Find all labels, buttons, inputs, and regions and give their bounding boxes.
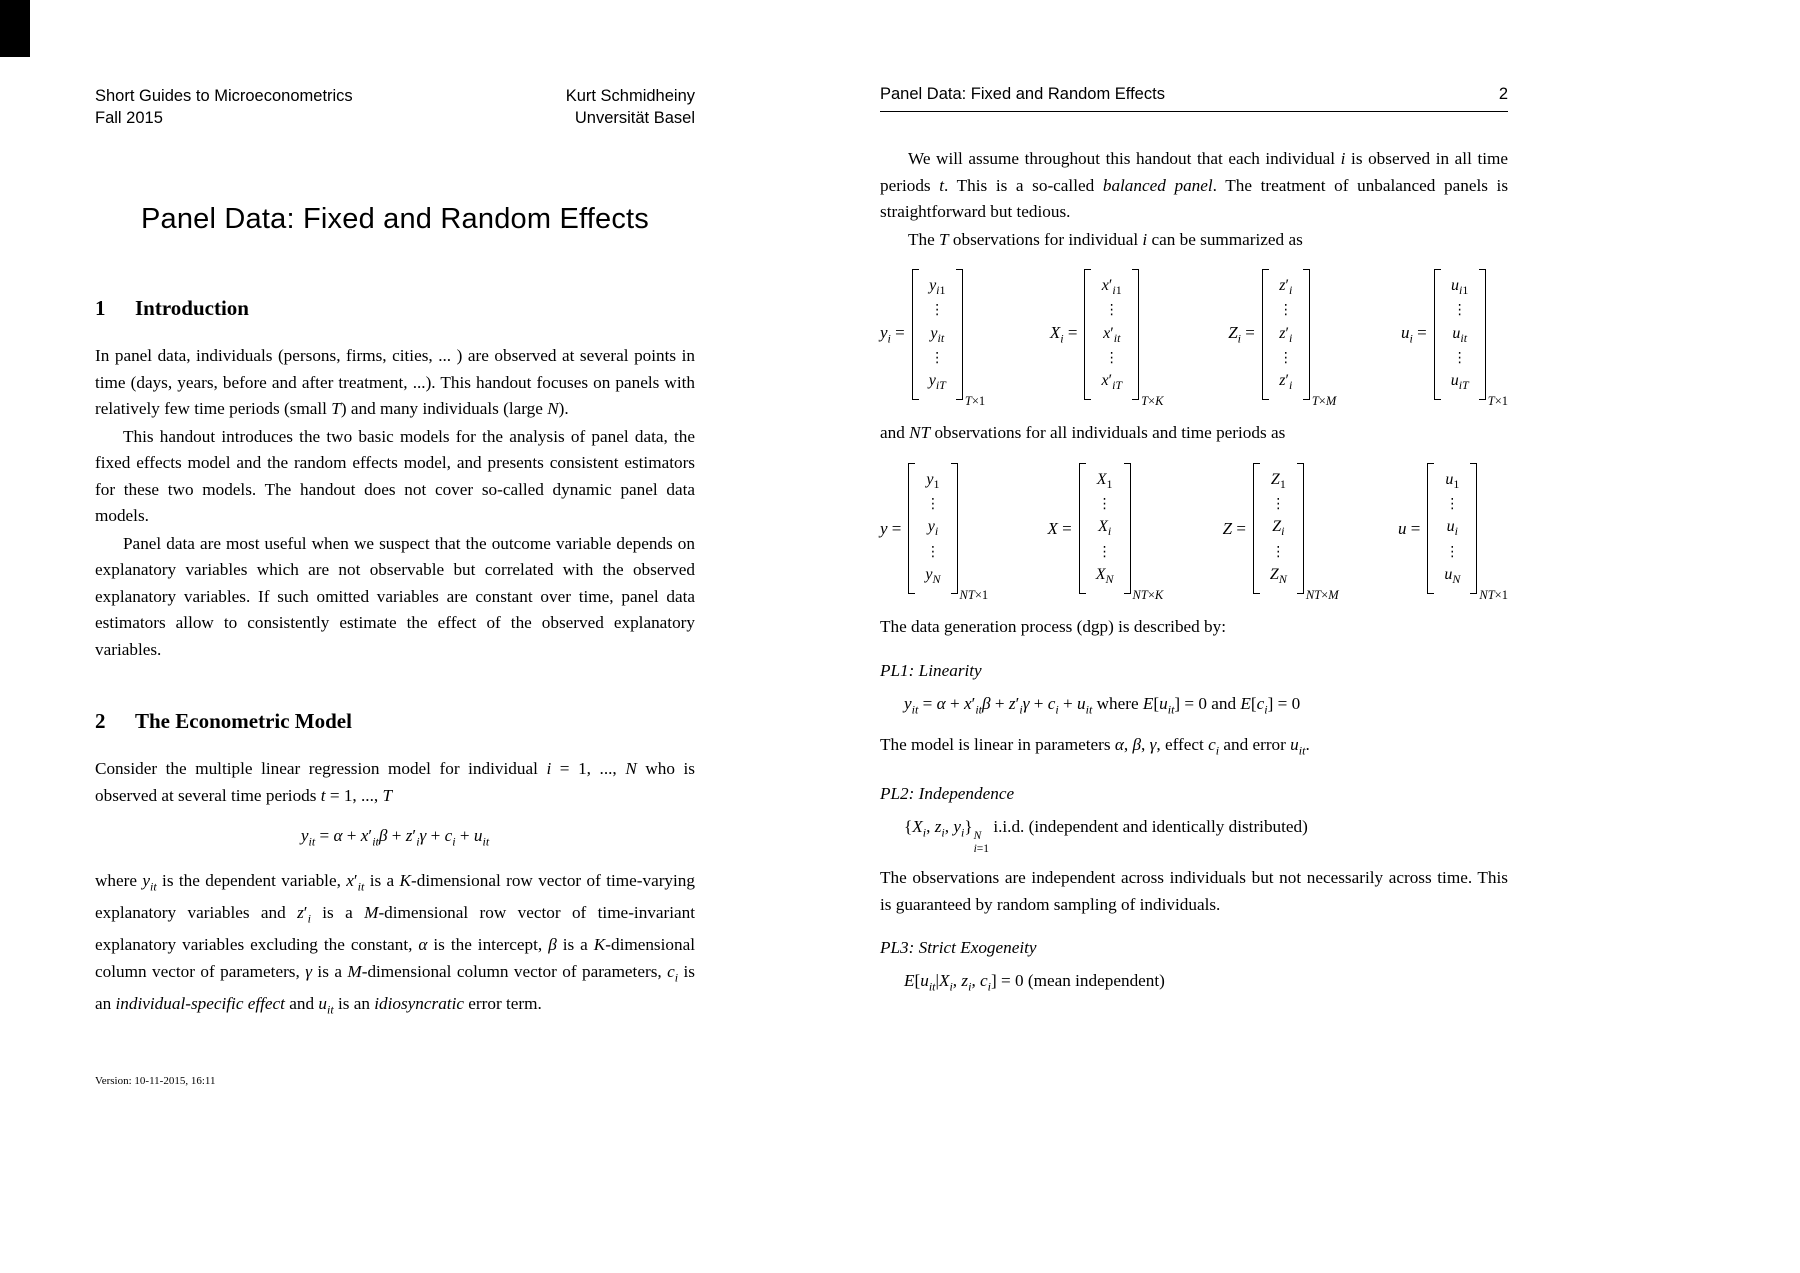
- matrix-column: [1434, 463, 1470, 594]
- paragraph: Panel data are most useful when we suspect that the outcome variable depends on explanatory variables which are not observable but correlated with the observed explanatory variables. If such omitted variables are constant over time, panel data estimators allow to consistently estimate the effect of the observed explanatory variables.: [95, 533, 695, 659]
- viewer-corner: [0, 0, 30, 57]
- document-title: Panel Data: Fixed and Random Effects: [140, 203, 649, 235]
- vdots: ⋮: [1452, 349, 1467, 366]
- assumption-pl1: [880, 661, 1508, 764]
- matrix-lhs: Z =: [1222, 518, 1246, 538]
- matrix: [908, 463, 957, 594]
- matrix-entry: $y_{it}$: [930, 324, 945, 345]
- page-2: [880, 85, 1508, 1010]
- matrix-entry: $u_{iT}$: [1450, 372, 1469, 393]
- term: Fall 2015: [95, 109, 163, 127]
- matrix-lhs: $y_i$ =: [880, 322, 905, 346]
- matrix-entry: $Z_N$: [1269, 566, 1287, 587]
- vdots: ⋮: [1104, 302, 1119, 319]
- matrix-column: [1269, 269, 1303, 400]
- right-bracket: [1297, 463, 1304, 594]
- regression-equation: $y_{it} = \alpha + x'_{it}\beta + z'_i\gamma + c_i + u_{it}$: [300, 826, 490, 849]
- vdots: ⋮: [930, 302, 945, 319]
- matrix-entry: $y_i$: [927, 518, 939, 539]
- matrix-column: [915, 463, 950, 594]
- matrix-dimension: T×1: [964, 394, 986, 409]
- matrix-entry: $u_{it}$: [1452, 324, 1468, 345]
- matrix: [1434, 269, 1486, 400]
- page-number: 2: [1498, 85, 1508, 103]
- right-bracket: [951, 463, 958, 594]
- assumption-label: PL1: Linearity: [880, 660, 982, 680]
- left-bracket: [1262, 269, 1269, 400]
- section-number: 2: [95, 709, 106, 733]
- matrix-term: [880, 463, 989, 603]
- paragraph: The data generation process (dgp) is described by:: [880, 617, 1227, 637]
- section-1-heading: [95, 296, 695, 321]
- vdots: ⋮: [1452, 302, 1467, 319]
- matrix-entry: $u_{i1}$: [1451, 277, 1469, 298]
- right-bracket: [1132, 269, 1139, 400]
- matrix-dimension: NT×1: [1479, 588, 1508, 603]
- matrix-column: [1260, 463, 1297, 594]
- vdots: ⋮: [1271, 543, 1286, 560]
- matrix-entry: $Z_i$: [1272, 518, 1285, 539]
- matrix-term: [1228, 269, 1337, 409]
- assumption-label: PL3: Strict Exogeneity: [880, 938, 1037, 958]
- matrix-row-individual: [880, 269, 1508, 409]
- vdots: ⋮: [1097, 496, 1112, 513]
- matrix-term: [1398, 463, 1508, 603]
- matrix-entry: $y_{i1}$: [929, 277, 946, 298]
- running-title: Panel Data: Fixed and Random Effects: [880, 85, 1165, 103]
- section-2-heading: [95, 709, 695, 734]
- left-bracket: [1253, 463, 1260, 594]
- left-bracket: [912, 269, 919, 400]
- institution: Unversität Basel: [574, 109, 695, 127]
- paragraph: In panel data, individuals (persons, firms, cities, ... ) are observed at several points in time (days, years, before and after treatment, ...). This handout focuses on panels with relatively few time periods (small T) and many individuals (large N).: [95, 346, 695, 418]
- right-bracket: [1470, 463, 1477, 594]
- matrix: [1079, 463, 1131, 594]
- vdots: ⋮: [1097, 543, 1112, 560]
- section-title: The Econometric Model: [135, 709, 352, 733]
- matrix-entry: $y_{iT}$: [928, 372, 946, 393]
- matrix-entry: $X_i$: [1098, 518, 1112, 539]
- matrix-dimension: T×1: [1487, 394, 1508, 409]
- right-bracket: [956, 269, 963, 400]
- matrix-entry: $y_1$: [926, 470, 940, 492]
- assumption-note: The observations are independent across individuals but not necessarily across time. This is guaranteed by random sampling of individuals.: [880, 868, 1508, 914]
- matrix-term: [1047, 463, 1164, 603]
- header-right-block: [566, 85, 695, 129]
- matrix-column: [1086, 463, 1124, 594]
- assumption-formula: $y_{it} = \alpha + x'_{it}\beta + z'_i\gamma + c_i + u_{it}$ where $E[u_{it}] = 0$ and $E[c_i] = 0$: [904, 693, 1301, 717]
- right-bracket: [1303, 269, 1310, 400]
- matrix-dimension: NT×1: [959, 588, 989, 603]
- matrix-entry: $z'_i$: [1279, 372, 1293, 393]
- assumption-formula: $E[u_{it}|X_i$, $z_i$, $c_i] = 0$ (mean independent): [904, 971, 1165, 994]
- matrix-entry: $x'_{iT}$: [1101, 372, 1123, 393]
- matrix-dimension: NT×K: [1132, 588, 1164, 603]
- vdots: ⋮: [1278, 302, 1293, 319]
- assumption-label: PL2: Independence: [880, 784, 1015, 804]
- matrix-entry: $X_N$: [1095, 566, 1114, 587]
- version-footnote: Version: 10-11-2015, 16:11: [95, 1075, 216, 1087]
- paragraph: The T observations for individual i can be summarized as: [908, 229, 1303, 249]
- matrix-dimension: T×M: [1311, 394, 1337, 409]
- paragraph: We will assume throughout this handout that each individual i is observed in all time periods t. This is a so-called balanced panel. The treatment of unbalanced panels is straightforward but tedious.: [880, 149, 1509, 221]
- matrix: [912, 269, 963, 400]
- left-bracket: [1084, 269, 1091, 400]
- page-1: [95, 85, 696, 1087]
- matrix-lhs: $u_i$ =: [1401, 322, 1427, 346]
- matrix-dimension: T×K: [1141, 394, 1164, 409]
- paragraph: where $y_{it}$ is the dependent variable, $x'_{it}$ is a K-dimensional row vector of time-varying explanatory variables and $z'_i$ is a M-dimensional row vector of time-invariant explanatory variables excluding the constant, α is the intercept, β is a K-dimensional column vector of parameters, γ is a M-dimensional column vector of parameters, $c_i$ is an individual-specific effect and $u_{it}$ is an idiosyncratic error term.: [95, 871, 696, 1017]
- page1-running-header: [95, 85, 695, 129]
- matrix-lhs: y =: [880, 518, 902, 538]
- assumption-pl3: [880, 938, 1508, 999]
- matrix-lhs: u =: [1398, 518, 1421, 538]
- vdots: ⋮: [930, 349, 945, 366]
- left-bracket: [1434, 269, 1441, 400]
- paragraph: and NT observations for all individuals and time periods as: [880, 423, 1286, 443]
- vdots: ⋮: [925, 543, 940, 560]
- matrix-entry: $y_N$: [925, 566, 941, 587]
- vdots: ⋮: [1271, 496, 1286, 513]
- left-bracket: [1427, 463, 1434, 594]
- matrix-term: [880, 269, 986, 409]
- matrix-column: [1091, 269, 1132, 400]
- matrix-entry: $z'_i$: [1279, 277, 1293, 298]
- vdots: ⋮: [1104, 349, 1119, 366]
- matrix-entry: $Z_1$: [1270, 470, 1286, 492]
- matrix: [1262, 269, 1310, 400]
- page2-running-header: [880, 85, 1508, 112]
- author-name: Kurt Schmidheiny: [565, 87, 695, 105]
- matrix-row-all: [880, 463, 1508, 603]
- matrix-column: [919, 269, 956, 400]
- right-bracket: [1479, 269, 1486, 400]
- vdots: ⋮: [1278, 349, 1293, 366]
- assumption-formula: {$X_i$, $z_i$, $y_i$} N i=1 i.i.d. (independent and identically distributed): [904, 817, 1308, 855]
- matrix-entry: $u_i$: [1446, 518, 1459, 539]
- paragraph: Consider the multiple linear regression model for individual i = 1, ..., N who is observed at several time periods t = 1, ..., T: [95, 759, 695, 805]
- left-bracket: [908, 463, 915, 594]
- matrix-term: [1401, 269, 1508, 409]
- matrix-dimension: NT×M: [1305, 588, 1339, 603]
- right-bracket: [1124, 463, 1131, 594]
- paragraph: This handout introduces the two basic models for the analysis of panel data, the fixed effects model and the random effects model, and presents consistent estimators for these two models. The handout does not cover so-called dynamic panel data models.: [95, 426, 695, 525]
- matrix-column: [1441, 269, 1479, 400]
- matrix-entry: $X_1$: [1096, 470, 1113, 492]
- vdots: ⋮: [1445, 543, 1460, 560]
- assumption-pl2: [880, 784, 1508, 918]
- matrix-lhs: X =: [1047, 518, 1072, 538]
- section-number: 1: [95, 296, 106, 320]
- section-title: Introduction: [135, 296, 249, 320]
- header-left-block: [95, 85, 353, 129]
- matrix-term: [1222, 463, 1339, 603]
- matrix: [1084, 269, 1139, 400]
- matrix: [1253, 463, 1304, 594]
- matrix-lhs: $X_i$ =: [1049, 322, 1078, 346]
- matrix-lhs: $Z_i$ =: [1228, 322, 1255, 346]
- matrix-entry: $x'_{i1}$: [1101, 277, 1122, 298]
- matrix-term: [1049, 269, 1164, 409]
- left-bracket: [1079, 463, 1086, 594]
- matrix: [1427, 463, 1477, 594]
- matrix-entry: $u_N$: [1444, 566, 1461, 587]
- vdots: ⋮: [1445, 496, 1460, 513]
- matrix-entry: $x'_{it}$: [1103, 324, 1121, 345]
- matrix-entry: $z'_i$: [1279, 324, 1293, 345]
- matrix-entry: $u_1$: [1445, 470, 1460, 492]
- assumption-note: The model is linear in parameters α, β, γ, effect $c_i$ and error $u_{it}$.: [880, 735, 1310, 758]
- series-title: Short Guides to Microeconometrics: [95, 87, 353, 105]
- vdots: ⋮: [925, 496, 940, 513]
